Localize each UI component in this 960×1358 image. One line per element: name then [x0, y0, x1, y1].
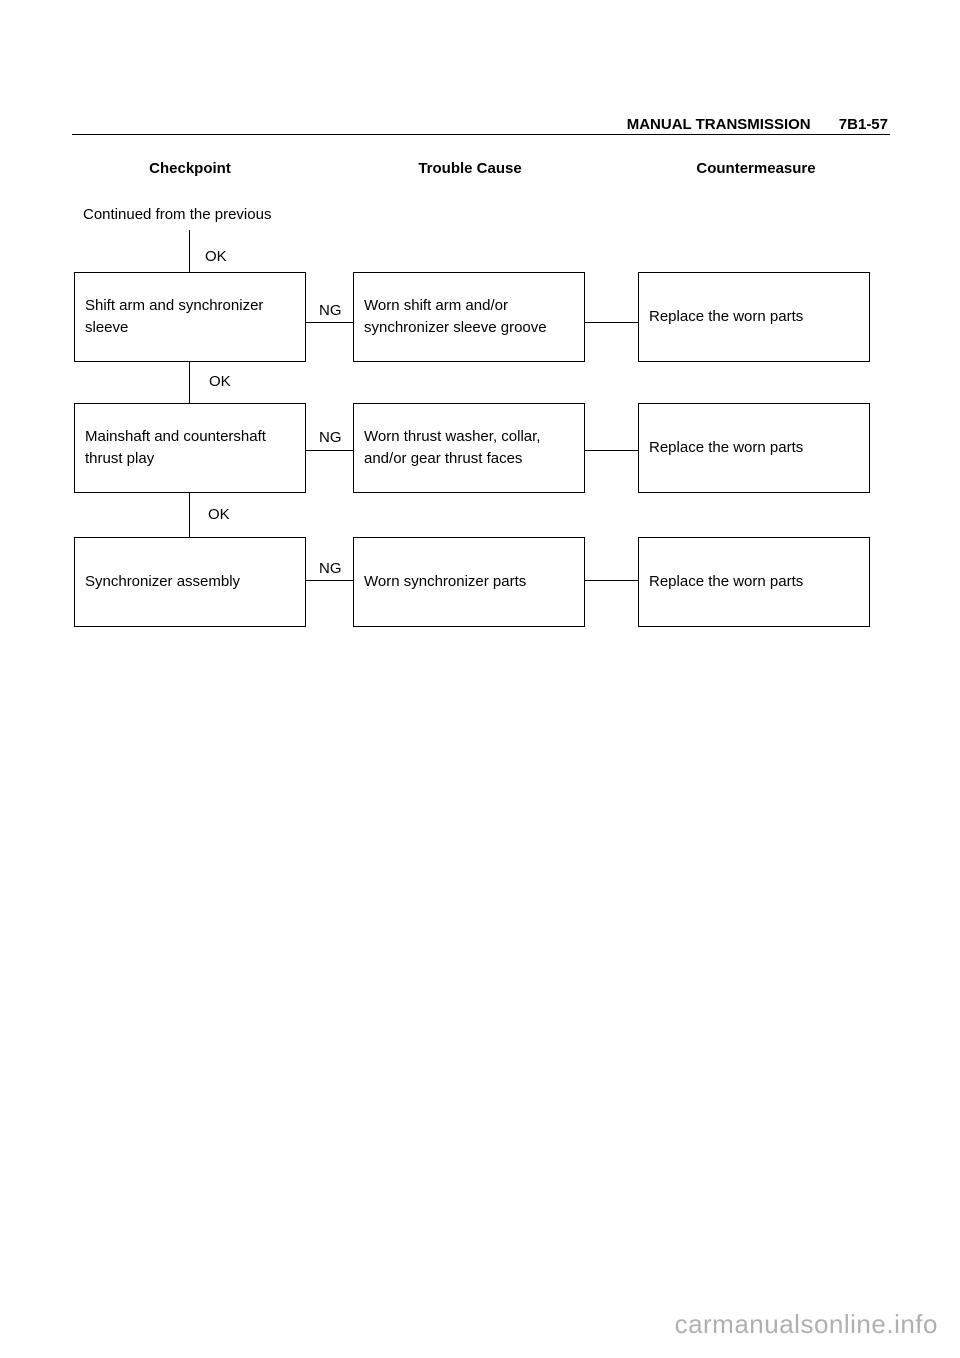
flow-connector-ok [189, 493, 190, 537]
trouble-cause-text: Worn shift arm and/or synchronizer sleeve groove [364, 297, 547, 336]
column-heading-checkpoint: Checkpoint [149, 160, 231, 177]
flow-connector-ng [306, 450, 353, 451]
ng-label: NG [319, 302, 342, 319]
flow-connector-ng [306, 322, 353, 323]
checkpoint-text: Mainshaft and countershaft thrust play [85, 428, 266, 467]
trouble-cause-text: Worn thrust washer, collar, and/or gear thrust faces [364, 428, 541, 467]
checkpoint-box [74, 272, 306, 362]
countermeasure-text: Replace the worn parts [649, 439, 804, 456]
ng-label: NG [319, 560, 342, 577]
checkpoint-box [74, 537, 306, 627]
watermark: carmanualsonline.info [674, 1309, 938, 1339]
flow-connector [585, 580, 638, 581]
ok-label: OK [205, 248, 227, 265]
flow-connector [585, 450, 638, 451]
flow-connector-ok [189, 362, 190, 403]
page-header [627, 116, 888, 133]
countermeasure-text: Replace the worn parts [649, 308, 804, 325]
trouble-cause-box [353, 537, 585, 627]
countermeasure-text: Replace the worn parts [649, 573, 804, 590]
ok-label: OK [209, 373, 231, 390]
column-heading-countermeasure: Countermeasure [696, 160, 816, 177]
trouble-cause-text: Worn synchronizer parts [364, 573, 527, 590]
countermeasure-box [638, 403, 870, 493]
column-heading-trouble-cause: Trouble Cause [418, 160, 522, 177]
header-rule [72, 134, 890, 135]
checkpoint-text: Shift arm and synchronizer sleeve [85, 297, 264, 336]
section-title: MANUAL TRANSMISSION [626, 116, 811, 133]
countermeasure-box [638, 272, 870, 362]
checkpoint-box [74, 403, 306, 493]
ok-label: OK [208, 506, 230, 523]
checkpoint-text: Synchronizer assembly [85, 573, 241, 590]
countermeasure-box [638, 537, 870, 627]
flow-connector-ok [189, 230, 190, 272]
ng-label: NG [319, 429, 342, 446]
trouble-cause-box [353, 272, 585, 362]
page-number: 7B1-57 [838, 116, 888, 133]
flow-connector-ng [306, 580, 353, 581]
flow-connector [585, 322, 638, 323]
trouble-cause-box [353, 403, 585, 493]
continued-label: Continued from the previous [83, 206, 272, 223]
